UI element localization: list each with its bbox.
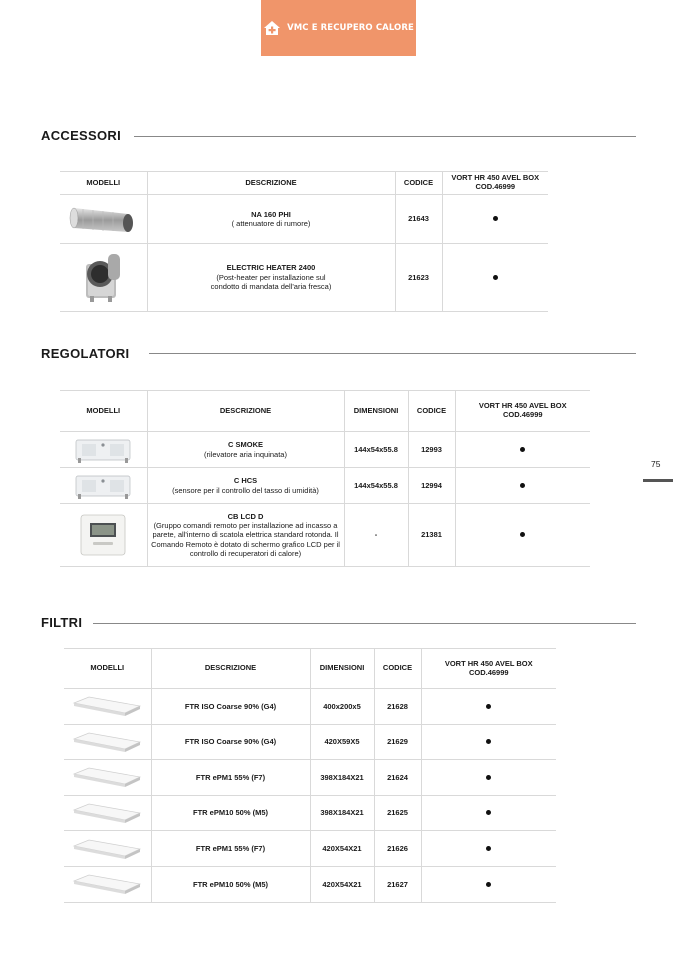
compat-cell (421, 831, 556, 867)
col-dimensioni: DIMENSIONI (310, 649, 374, 689)
compat-cell (442, 244, 548, 312)
filter-panel-image (64, 831, 151, 867)
item-code: 12994 (408, 468, 455, 504)
table-row (64, 724, 556, 760)
item-dims: 420X54X21 (310, 866, 374, 902)
item-code: 21627 (374, 866, 421, 902)
filter-panel-image (64, 689, 151, 725)
filter-panel-image (64, 866, 151, 902)
item-code: 21629 (374, 724, 421, 760)
category-tab-label: VMC E RECUPERO CALORE (287, 23, 414, 33)
filter-panel-image (64, 724, 151, 760)
table-row (64, 760, 556, 796)
filtri-table (64, 648, 556, 903)
item-desc: FTR ISO Coarse 90% (G4) (151, 724, 310, 760)
duct-heater-image (60, 244, 147, 312)
compatible-dot-icon (486, 846, 491, 851)
item-desc: FTR ISO Coarse 90% (G4) (151, 689, 310, 725)
compat-cell (455, 432, 590, 468)
accessori-rule (134, 136, 636, 137)
item-dims: - (344, 504, 408, 567)
item-code: 21381 (408, 504, 455, 567)
item-code: 21624 (374, 760, 421, 796)
item-dims: 144x54x55.8 (344, 468, 408, 504)
compatible-dot-icon (520, 483, 525, 488)
table-row (64, 689, 556, 725)
item-code: 21623 (395, 244, 442, 312)
col-compat: VORT HR 450 AVEL BOX COD.46999 (442, 172, 548, 195)
table-row (60, 244, 548, 312)
table-row (60, 504, 590, 567)
filter-panel-image (64, 795, 151, 831)
filtri-title: FILTRI (41, 615, 83, 630)
compat-cell (421, 724, 556, 760)
item-dims: 144x54x55.8 (344, 432, 408, 468)
table-row (60, 468, 590, 504)
item-code: 21643 (395, 195, 442, 244)
item-desc: FTR ePM1 55% (F7) (151, 831, 310, 867)
item-desc: FTR ePM10 50% (M5) (151, 795, 310, 831)
col-descrizione: DESCRIZIONE (147, 391, 344, 432)
item-desc: FTR ePM10 50% (M5) (151, 866, 310, 902)
item-dims: 420X54X21 (310, 831, 374, 867)
table-row (64, 866, 556, 902)
item-desc: (sensore per il controllo del tasso di umidità) (172, 485, 319, 495)
item-dims: 398X184X21 (310, 795, 374, 831)
compat-cell (421, 795, 556, 831)
page-marker-bar (643, 479, 673, 482)
compatible-dot-icon (493, 275, 498, 280)
sensor-box-image (60, 468, 147, 504)
item-dims: 420X59X5 (310, 724, 374, 760)
page-number: 75 (651, 459, 661, 469)
col-dimensioni: DIMENSIONI (344, 391, 408, 432)
item-dims: 400x200x5 (310, 689, 374, 725)
table-row (64, 795, 556, 831)
compat-cell (421, 689, 556, 725)
accessori-title: ACCESSORI (41, 128, 121, 143)
item-name: C HCS (233, 476, 258, 486)
filtri-rule (93, 623, 636, 624)
item-name: CB LCD D (227, 511, 264, 521)
item-desc: FTR ePM1 55% (F7) (151, 760, 310, 796)
col-compat: VORT HR 450 AVEL BOX COD.46999 (421, 649, 556, 689)
col-descrizione: DESCRIZIONE (147, 172, 395, 195)
col-codice: CODICE (408, 391, 455, 432)
col-modelli: MODELLI (60, 172, 147, 195)
category-tab (261, 0, 416, 56)
col-descrizione: DESCRIZIONE (151, 649, 310, 689)
item-code: 21626 (374, 831, 421, 867)
compatible-dot-icon (486, 775, 491, 780)
col-modelli: MODELLI (60, 391, 147, 432)
regolatori-title: REGOLATORI (41, 346, 130, 361)
item-code: 12993 (408, 432, 455, 468)
item-desc: (Gruppo comandi remoto per installazione ad incasso a parete, all'interno di scatola elettrica standard rotonda. Il Comando Remoto è dotato di schermo grafico LCD per il controllo di recuperatori di calore) (151, 520, 340, 559)
item-code: 21628 (374, 689, 421, 725)
compatible-dot-icon (520, 532, 525, 537)
regolatori-table (60, 390, 590, 567)
compat-cell (421, 760, 556, 796)
regolatori-rule (149, 353, 636, 354)
duct-silencer-image (60, 195, 147, 244)
house-plus-icon (263, 20, 281, 36)
compat-cell (455, 468, 590, 504)
compatible-dot-icon (486, 739, 491, 744)
compatible-dot-icon (520, 447, 525, 452)
item-name: ELECTRIC HEATER 2400 (226, 263, 316, 273)
filter-panel-image (64, 760, 151, 796)
item-dims: 398X184X21 (310, 760, 374, 796)
sensor-box-image (60, 432, 147, 468)
col-compat: VORT HR 450 AVEL BOX COD.46999 (455, 391, 590, 432)
table-row (64, 831, 556, 867)
table-row (60, 432, 590, 468)
item-desc: ( attenuatore di rumore) (231, 219, 311, 228)
item-desc: (rilevatore aria inquinata) (204, 449, 287, 459)
col-codice: CODICE (395, 172, 442, 195)
compatible-dot-icon (486, 810, 491, 815)
compatible-dot-icon (486, 704, 491, 709)
item-name: NA 160 PHI (251, 209, 291, 219)
compat-cell (455, 504, 590, 567)
compat-cell (442, 195, 548, 244)
accessori-table (60, 171, 548, 312)
lcd-panel-image (60, 504, 147, 567)
compatible-dot-icon (493, 216, 498, 221)
item-code: 21625 (374, 795, 421, 831)
item-name: C SMOKE (227, 440, 263, 450)
compatible-dot-icon (486, 882, 491, 887)
col-codice: CODICE (374, 649, 421, 689)
col-modelli: MODELLI (64, 649, 151, 689)
compat-cell (421, 866, 556, 902)
table-row (60, 195, 548, 244)
item-desc: (Post-heater per installazione sul condotto di mandata dell'aria fresca) (210, 272, 332, 292)
